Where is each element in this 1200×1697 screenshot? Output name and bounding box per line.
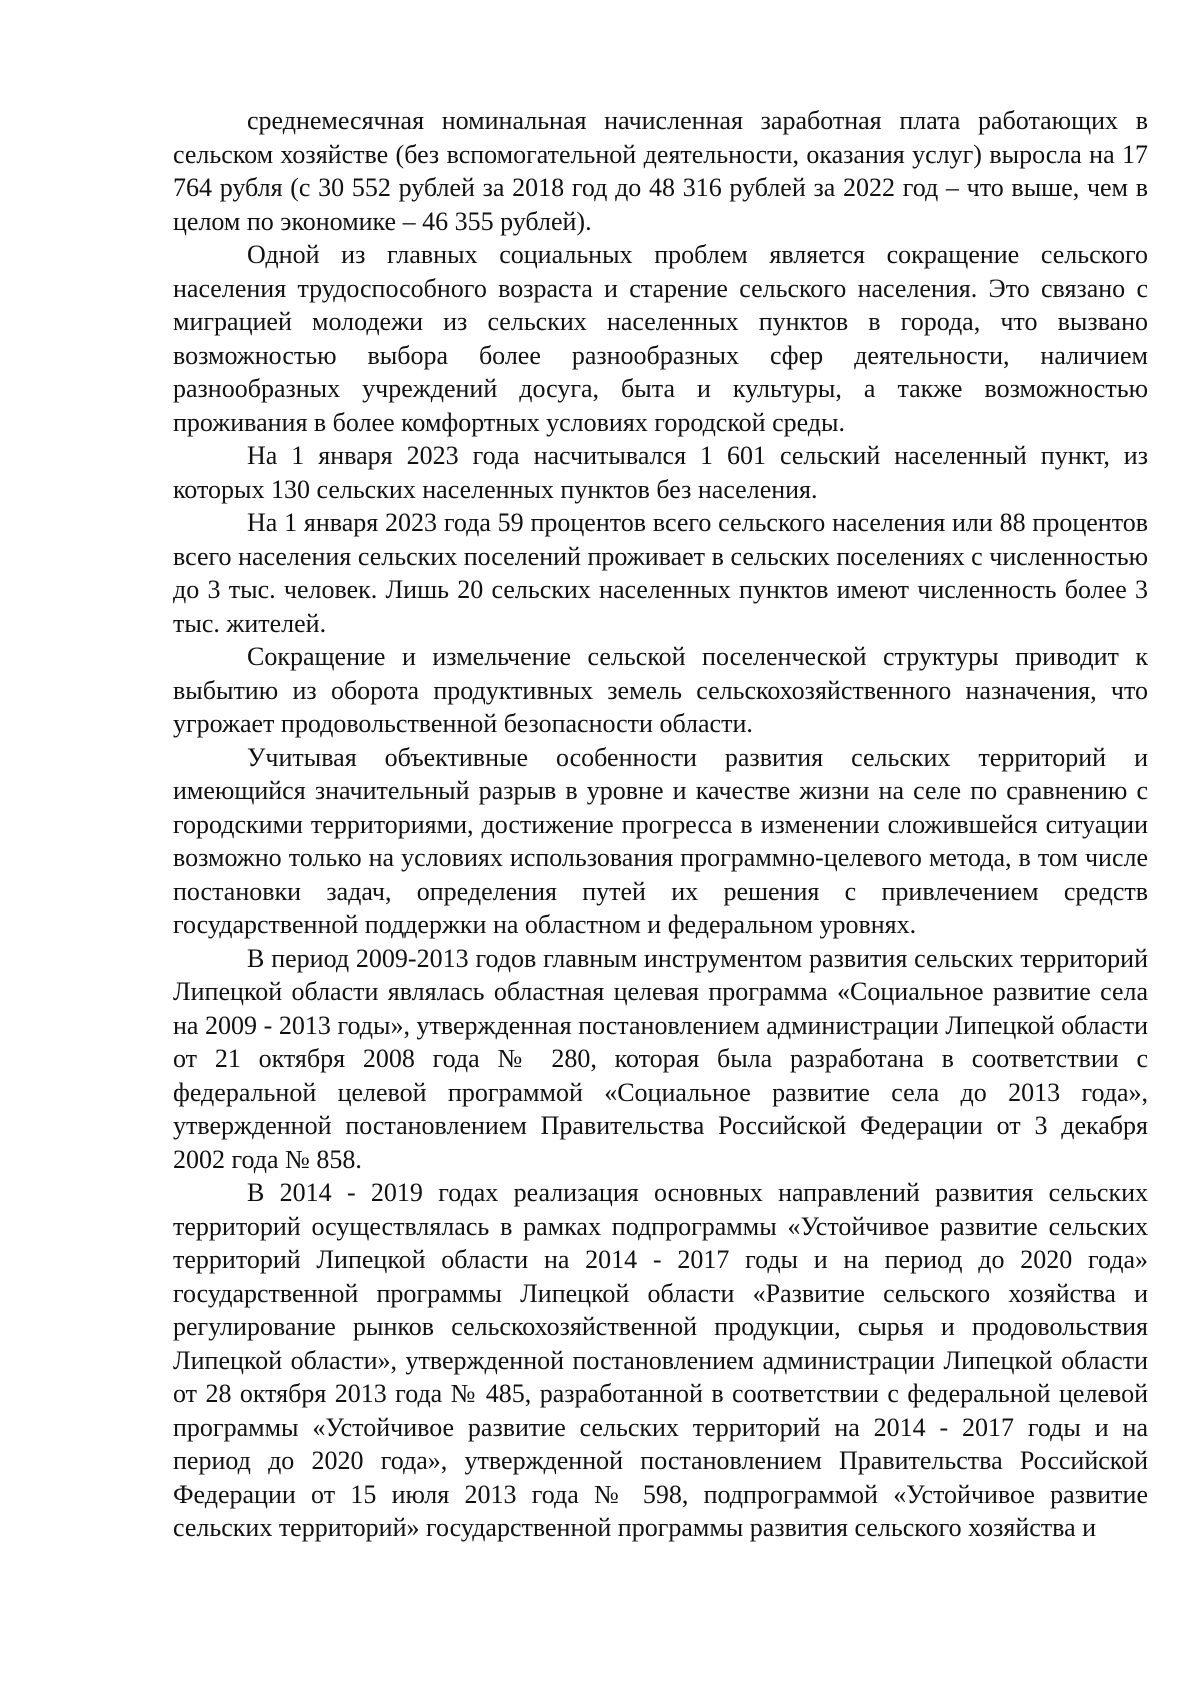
- paragraph-land-loss: Сокращение и измельчение сельской поселенческой структуры приводит к выбытию из оборота продуктивных земель сельскохозяйственного назначения, что угрожает продовольственной безопасности области.: [173, 642, 1148, 738]
- paragraph-2014-2019-program: В 2014 - 2019 годах реализация основных направлений развития сельских территорий осуществлялась в рамках подпрограммы «Устойчивое развитие сельских территорий Липецкой области на 2014 - 2017 годы и на период до 2020 года» государственной программы Липецкой области «Развитие сельского хозяйства и регулирование рынков сельскохозяйственной продукции, сырья и продовольствия Липецкой области», утвержденной постановлением администрации Липецкой области от 28 октября 2013 года № 485, разработанной в соответствии с федеральной целевой программы «Устойчивое развитие сельских территорий на 2014 - 2017 годы и на период до 2020 года», утвержденной постановлением Правительства Российской Федерации от 15 июля 2013 года № 598, подпрограммой «Устойчивое развитие сельских территорий» государственной программы развития сельского хозяйства и: [173, 1178, 1148, 1542]
- document-page: [173, 104, 1148, 1545]
- paragraph-settlement-sizes: На 1 января 2023 года 59 процентов всего сельского населения или 88 процентов всего населения сельских поселений проживает в сельских поселениях с численностью до 3 тыс. человек. Лишь 20 сельских населенных пунктов имеют численность более 3 тыс. жителей.: [173, 508, 1148, 638]
- paragraph-program-method: Учитывая объективные особенности развития сельских территорий и имеющийся значительный разрыв в уровне и качестве жизни на селе по сравнению с городскими территориями, достижение прогресса в изменении сложившейся ситуации возможно только на условиях использования программно-целевого метода, в том числе постановки задач, определения путей их решения с привлечением средств государственной поддержки на областном и федеральном уровнях.: [173, 742, 1148, 939]
- paragraph-population-decline: Одной из главных социальных проблем является сокращение сельского населения трудоспособного возраста и старение сельского населения. Это связано с миграцией молодежи из сельских населенных пунктов в города, что вызвано возможностью выбора более разнообразных сфер деятельности, наличием разнообразных учреждений досуга, быта и культуры, а также возможностью проживания в более комфортных условиях городской среды.: [173, 240, 1148, 437]
- paragraph-2009-2013-program: В период 2009-2013 годов главным инструментом развития сельских территорий Липецкой области являлась областная целевая программа «Социальное развитие села на 2009 - 2013 годы», утвержденная постановлением администрации Липецкой области от 21 октября 2008 года № 280, которая была разработана в соответствии с федеральной целевой программой «Социальное развитие села до 2013 года», утвержденной постановлением Правительства Российской Федерации от 3 декабря 2002 года № 858.: [173, 943, 1148, 1174]
- paragraph-wages: среднемесячная номинальная начисленная заработная плата работающих в сельском хозяйстве (без вспомогательной деятельности, оказания услуг) выросла на 17 764 рубля (с 30 552 рублей за 2018 год до 48 316 рублей за 2022 год – что выше, чем в целом по экономике – 46 355 рублей).: [173, 106, 1148, 236]
- paragraph-settlements-count: На 1 января 2023 года насчитывался 1 601 сельский населенный пункт, из которых 130 сельских населенных пунктов без населения.: [173, 441, 1148, 504]
